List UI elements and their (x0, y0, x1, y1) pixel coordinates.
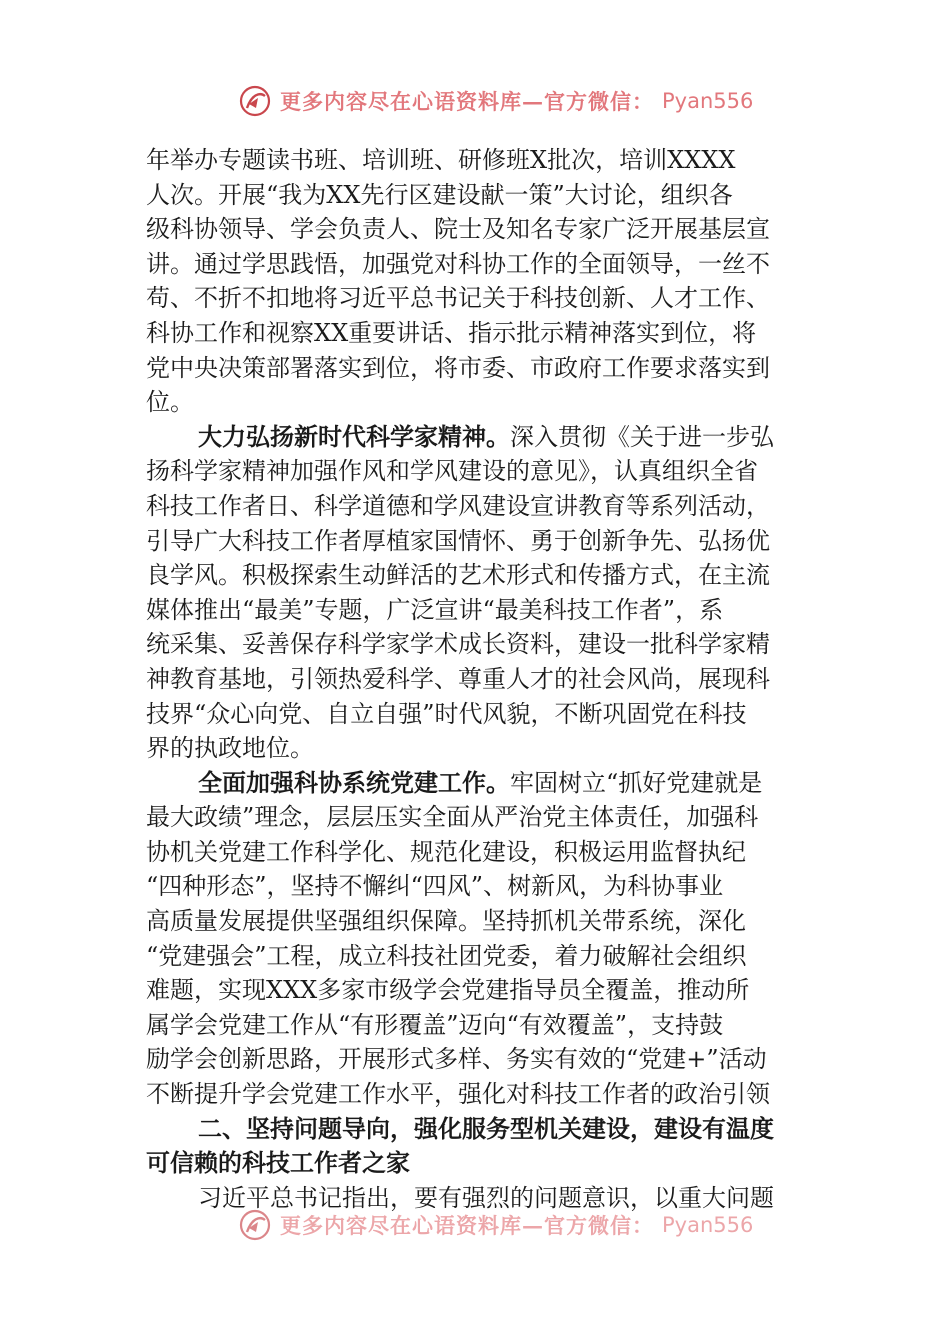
heading-line: 可信赖的科技工作者之家 (146, 1149, 410, 1178)
watermark-code: Pyan556 (662, 89, 754, 113)
watermark-text: 更多内容尽在心语资料库—官方微信： (280, 1213, 654, 1238)
watermark-text: 更多内容尽在心语资料库—官方微信： (280, 89, 654, 114)
text-line: 不断提升学会党建工作水平，强化对科技工作者的政治引领 (146, 1080, 770, 1109)
text-line: 习近平总书记指出，要有强烈的问题意识，以重大问题 (198, 1183, 774, 1212)
text-line: “党建强会”工程，成立科技社团党委，着力破解社会组织 (146, 941, 747, 970)
text-line: 良学风。积极探索生动鲜活的艺术形式和传播方式，在主流 (146, 561, 770, 590)
text-line: 党中央决策部署落实到位，将市委、市政府工作要求落实到 (146, 353, 770, 382)
text-line-first (146, 766, 808, 801)
text-line: 技界“众心向党、自立自强”时代风貌，不断巩固党在科技 (146, 699, 747, 728)
text-line: 界的执政地位。 (146, 734, 314, 763)
paragraph-1 (146, 143, 808, 420)
text-line: 扬科学家精神加强作风和学风建设的意见》，认真组织全省 (146, 457, 758, 486)
text-line: 苟、不折不扣地将习近平总书记关于科技创新、人才工作、 (146, 284, 770, 313)
text-line: 讲。通过学思践悟，加强党对科协工作的全面领导，一丝不 (146, 249, 770, 278)
watermark-footer (238, 1208, 753, 1242)
text-line: 位。 (146, 388, 194, 417)
text-line: 统采集、妥善保存科学家学术成长资料，建设一批科学家精 (146, 630, 770, 659)
text-line: 人次。开展“我为XX先行区建设献一策”大讨论，组织各 (146, 180, 733, 209)
text-line: 年举办专题读书班、培训班、研修班X批次，培训XXXX (146, 146, 736, 174)
text-line-first (146, 420, 808, 455)
watermark-code: Pyan556 (662, 1213, 754, 1237)
text-segment: 深入贯彻《关于进一步弘 (510, 422, 774, 451)
text-line: 引导广大科技工作者厚植家国情怀、勇于创新争先、弘扬优 (146, 526, 770, 555)
watermark-logo-icon (238, 84, 272, 118)
text-line: 协机关党建工作科学化、规范化建设，积极运用监督执纪 (146, 837, 746, 866)
paragraph-3 (146, 766, 808, 1112)
paragraph-2 (146, 420, 808, 766)
paragraph-3-lead: 全面加强科协系统党建工作。 (198, 768, 510, 797)
paragraph-2-lead: 大力弘扬新时代科学家精神。 (198, 422, 510, 451)
text-line: 最大政绩”理念，层层压实全面从严治党主体责任，加强科 (146, 803, 759, 832)
text-line: 媒体推出“最美”专题，广泛宣讲“最美科技工作者”，系 (146, 595, 724, 624)
text-line: 难题，实现XXX多家市级学会党建指导员全覆盖，推动所 (146, 976, 750, 1005)
text-segment: 牢固树立“抓好党建就是 (510, 768, 763, 797)
text-line: 科协工作和视察XX重要讲话、指示批示精神落实到位，将 (146, 318, 757, 347)
text-line: 高质量发展提供坚强组织保障。坚持抓机关带系统，深化 (146, 907, 746, 936)
heading-line: 二、坚持问题导向，强化服务型机关建设，建设有温度 (198, 1114, 774, 1143)
text-line: 属学会党建工作从“有形覆盖”迈向“有效覆盖”，支持鼓 (146, 1010, 724, 1039)
section-heading (146, 1112, 808, 1181)
document-body (146, 143, 808, 1215)
text-line: 科技工作者日、科学道德和学风建设宣讲教育等系列活动， (146, 491, 770, 520)
text-line: 励学会创新思路，开展形式多样、务实有效的“党建+”活动 (146, 1045, 767, 1074)
text-line: 神教育基地，引领热爱科学、尊重人才的社会风尚，展现科 (146, 664, 770, 693)
text-line: “四种形态”，坚持不懈纠“四风”、树新风，为科协事业 (146, 872, 724, 901)
watermark-logo-icon (238, 1208, 272, 1242)
text-line: 级科协领导、学会负责人、院士及知名专家广泛开展基层宣 (146, 215, 770, 244)
watermark-header (238, 84, 753, 118)
